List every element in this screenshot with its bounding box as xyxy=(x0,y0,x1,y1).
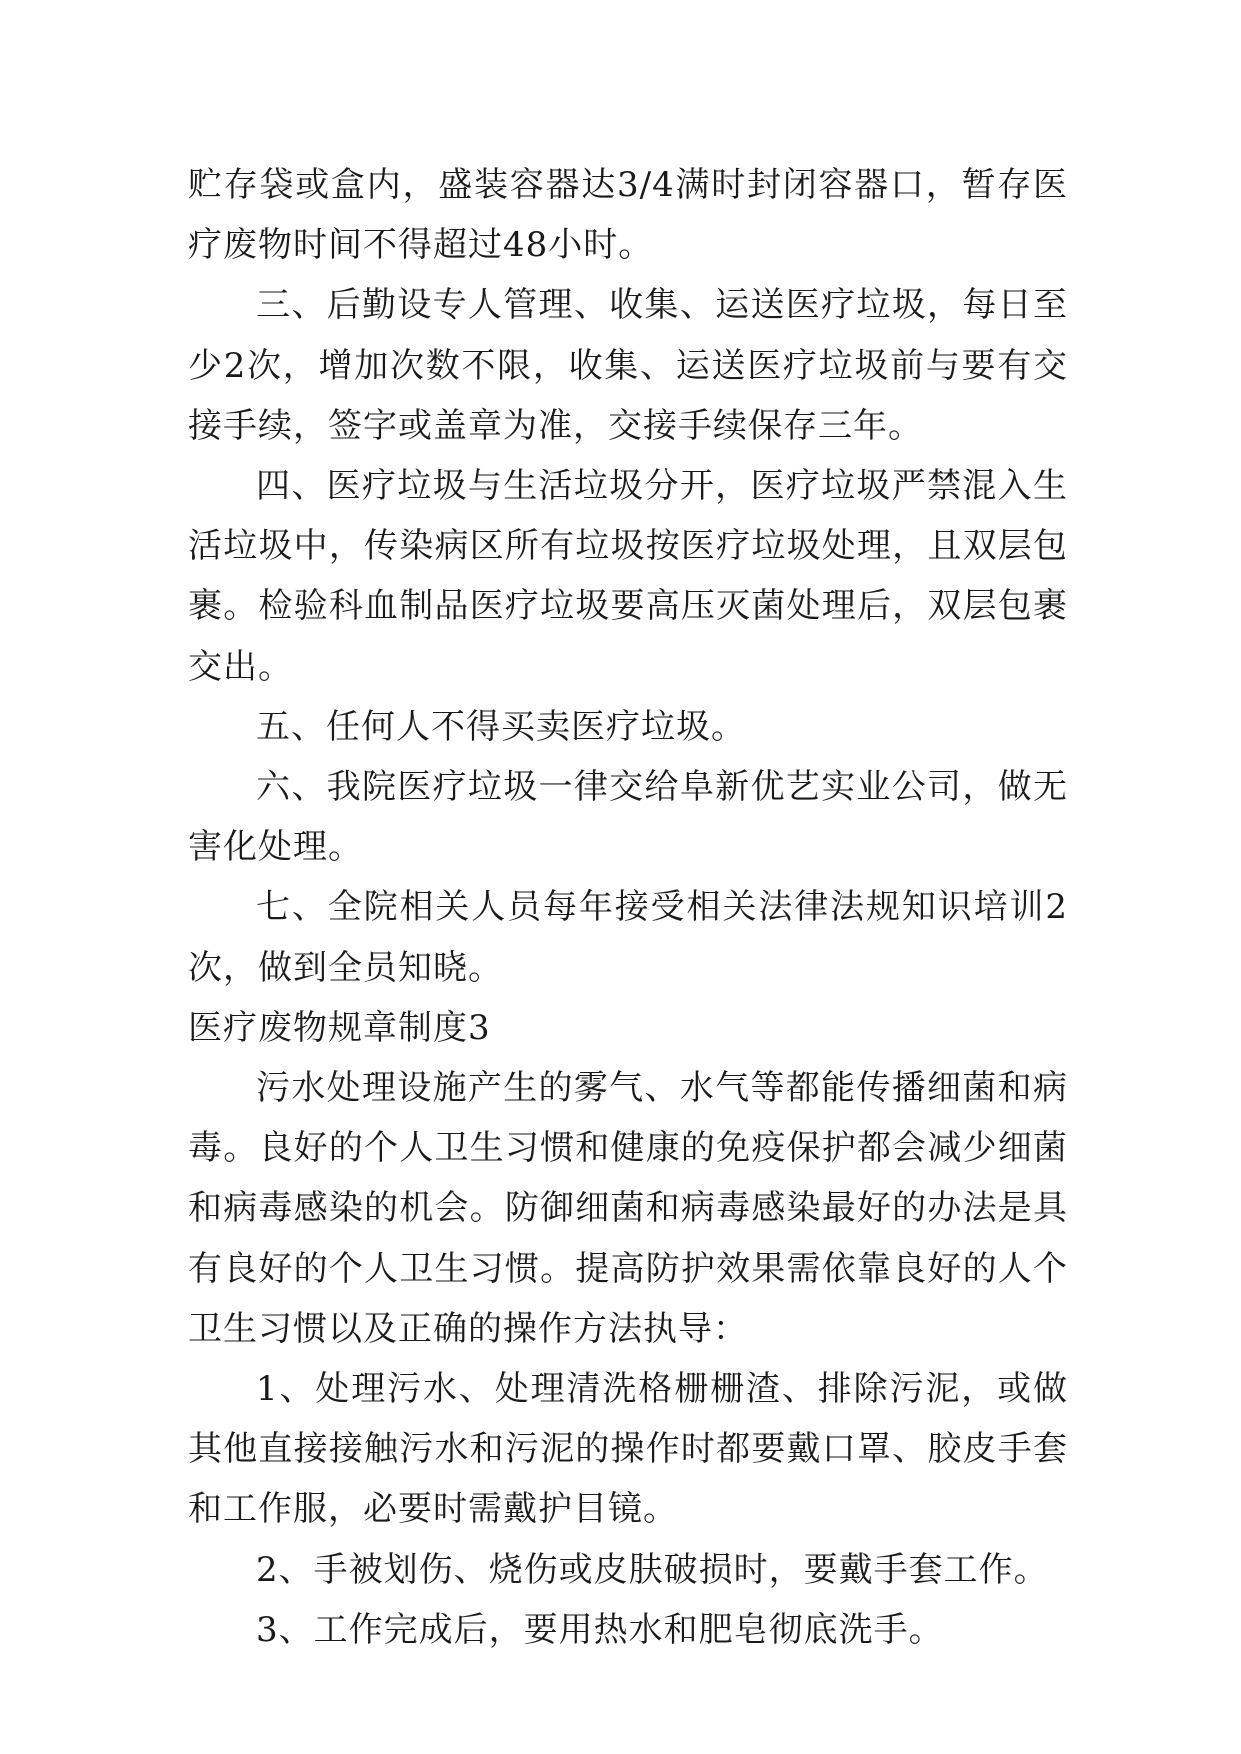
paragraph-item-6: 六、我院医疗垃圾一律交给阜新优艺实业公司，做无害化处理。 xyxy=(188,767,1068,868)
section-item-3: 3、工作完成后，要用热水和肥皂彻底洗手。 xyxy=(256,1609,944,1650)
paragraph-item-4: 四、医疗垃圾与生活垃圾分开，医疗垃圾严禁混入生活垃圾中，传染病区所有垃圾按医疗垃圾处理，且双层包裹。检验科血制品医疗垃圾要高压灭菌处理后，双层包裹交出。 xyxy=(188,466,1068,687)
section-item-1: 1、处理污水、处理清洗格栅栅渣、排除污泥，或做其他直接接触污水和污泥的操作时都要戴口罩、胶皮手套和工作服，必要时需戴护目镜。 xyxy=(188,1369,1068,1530)
paragraph-item-3: 三、后勤设专人管理、收集、运送医疗垃圾，每日至少2次，增加次数不限，收集、运送医疗垃圾前与要有交接手续，签字或盖章为准，交接手续保存三年。 xyxy=(188,285,1068,446)
paragraph-item-5: 五、任何人不得买卖医疗垃圾。 xyxy=(256,706,746,747)
paragraph-continued: 贮存袋或盒内，盛装容器达3/4满时封闭容器口，暂存医疗废物时间不得超过48小时。 xyxy=(188,165,1068,266)
section-intro-paragraph: 污水处理设施产生的雾气、水气等都能传播细菌和病毒。良好的个人卫生习惯和健康的免疫保护都会减少细菌和病毒感染的机会。防御细菌和病毒感染最好的办法是具有良好的个人卫生习惯。提高防护效果需依靠良好的人个卫生习惯以及正确的操作方法执导： xyxy=(188,1068,1068,1349)
paragraph-item-7: 七、全院相关人员每年接受相关法律法规知识培训2次，做到全员知晓。 xyxy=(188,887,1068,988)
document-body xyxy=(188,155,1068,1660)
section-title: 医疗废物规章制度3 xyxy=(188,1007,491,1048)
section-item-2: 2、手被划伤、烧伤或皮肤破损时，要戴手套工作。 xyxy=(256,1549,1049,1590)
